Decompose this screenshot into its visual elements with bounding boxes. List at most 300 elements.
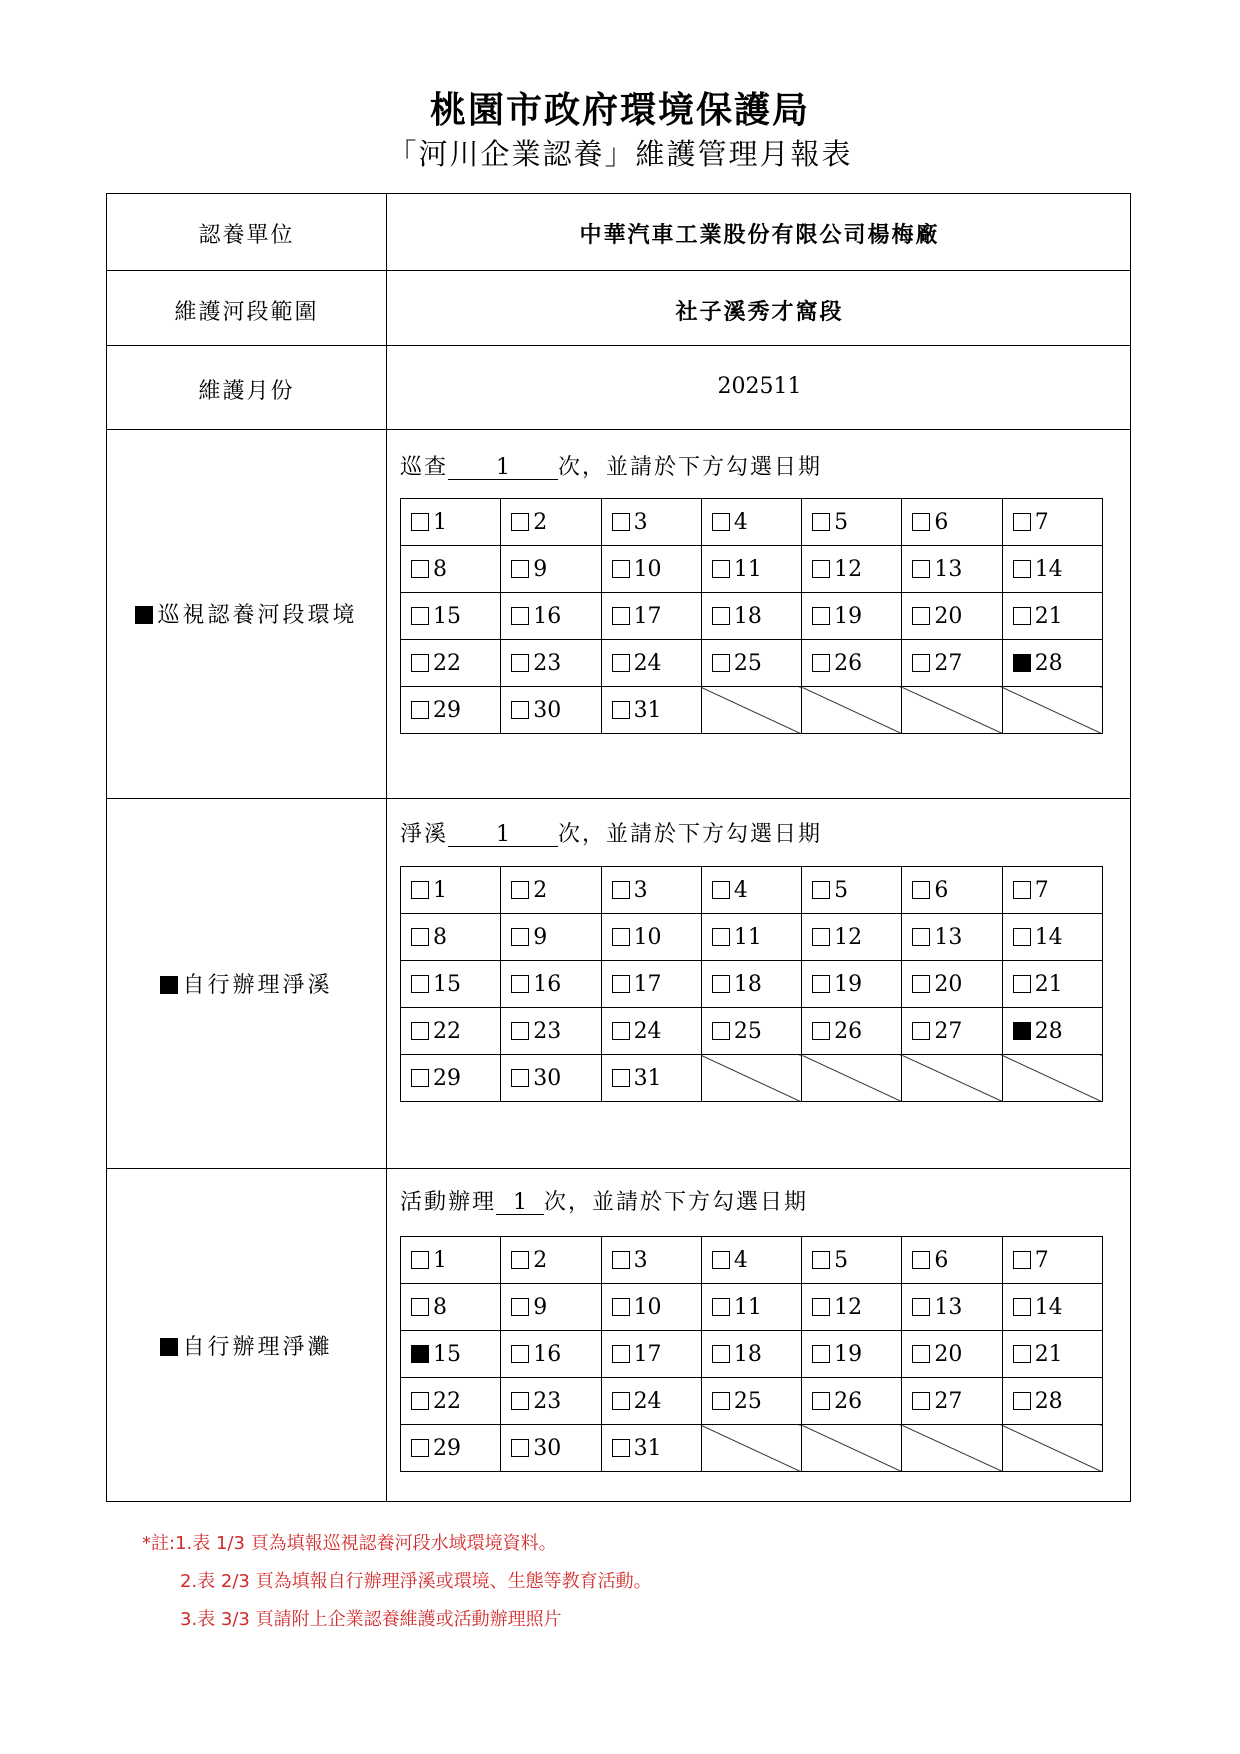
- calendar-week-row: [401, 546, 1103, 593]
- day-number: 24: [633, 1388, 662, 1414]
- day-checkbox-3[interactable]: [601, 1237, 701, 1284]
- checkbox-icon: [411, 975, 429, 993]
- day-number: 26: [834, 650, 863, 676]
- day-number: 26: [834, 1388, 863, 1414]
- day-number: 18: [733, 971, 762, 997]
- day-checkbox-31[interactable]: [601, 1425, 701, 1472]
- checkbox-icon: [612, 1298, 630, 1316]
- checkbox-icon: [411, 1022, 429, 1040]
- day-number: 5: [834, 1247, 849, 1273]
- checkbox-icon: [1013, 607, 1031, 625]
- checkbox-icon: [612, 654, 630, 672]
- day-number: 10: [633, 924, 662, 950]
- checkbox-icon: [712, 1392, 730, 1410]
- day-number: 8: [433, 1294, 447, 1320]
- calendar-week-row: [401, 1331, 1103, 1378]
- day-number: 1: [433, 1247, 447, 1273]
- range-value: 社子溪秀才窩段: [675, 299, 844, 325]
- day-checkbox-18[interactable]: [701, 1331, 801, 1378]
- checkbox-icon: [511, 513, 529, 531]
- day-checkbox-19[interactable]: [802, 593, 902, 640]
- checkbox-icon: [511, 1345, 529, 1363]
- day-number: 5: [834, 877, 849, 903]
- day-number: 17: [633, 1341, 662, 1367]
- day-checkbox-8[interactable]: [401, 914, 501, 961]
- day-checkbox-6[interactable]: [902, 1237, 1002, 1284]
- checkbox-icon: [612, 513, 630, 531]
- day-checkbox-14[interactable]: [1002, 914, 1102, 961]
- day-checkbox-8[interactable]: [401, 1284, 501, 1331]
- day-checkbox-21[interactable]: [1002, 961, 1102, 1008]
- calendar-week-row: [401, 593, 1103, 640]
- day-number: 10: [633, 1294, 662, 1320]
- checkbox-icon: [1013, 928, 1031, 946]
- checkbox-icon: [1013, 560, 1031, 578]
- empty-day-cell: [701, 687, 801, 734]
- day-checkbox-23[interactable]: [501, 640, 601, 687]
- day-checkbox-9[interactable]: [501, 546, 601, 593]
- day-number: 21: [1034, 1341, 1063, 1367]
- checkbox-icon: [612, 1251, 630, 1269]
- page-subtitle: 「河川企業認養」維護管理月報表: [387, 137, 853, 171]
- day-checkbox-11[interactable]: [701, 546, 801, 593]
- day-number: 20: [934, 971, 963, 997]
- checkbox-icon: [1013, 513, 1031, 531]
- day-checkbox-16[interactable]: [501, 593, 601, 640]
- day-checkbox-30[interactable]: [501, 1055, 601, 1102]
- checkbox-icon: [411, 701, 429, 719]
- day-number: 9: [533, 1294, 548, 1320]
- day-checkbox-21[interactable]: [1002, 1331, 1102, 1378]
- row-divider: [107, 270, 1130, 271]
- day-checkbox-3[interactable]: [601, 499, 701, 546]
- day-number: 27: [934, 1388, 963, 1414]
- day-number: 2: [533, 509, 548, 535]
- day-number: 3: [633, 877, 648, 903]
- day-checkbox-18[interactable]: [701, 961, 801, 1008]
- day-number: 4: [733, 509, 748, 535]
- day-checkbox-27[interactable]: [902, 640, 1002, 687]
- checkbox-icon: [612, 1069, 630, 1087]
- checkbox-icon: [612, 560, 630, 578]
- day-number: 13: [934, 1294, 963, 1320]
- checkbox-icon: [912, 560, 930, 578]
- checkbox-icon: [612, 881, 630, 899]
- day-checkbox-17[interactable]: [601, 593, 701, 640]
- day-number: 16: [533, 1341, 562, 1367]
- day-number: 8: [433, 556, 447, 582]
- checkbox-icon: [812, 928, 830, 946]
- day-number: 31: [633, 1065, 662, 1091]
- day-checkbox-9[interactable]: [501, 1284, 601, 1331]
- day-number: 3: [633, 1247, 648, 1273]
- day-number: 31: [633, 697, 662, 723]
- day-checkbox-17[interactable]: [601, 961, 701, 1008]
- checkbox-icon: [511, 654, 529, 672]
- range-label: 維護河段範圍: [174, 300, 319, 325]
- checkbox-icon: [912, 881, 930, 899]
- day-checkbox-24[interactable]: [601, 640, 701, 687]
- checkbox-icon: [411, 654, 429, 672]
- day-checkbox-26[interactable]: [802, 1378, 902, 1425]
- day-number: 5: [834, 509, 849, 535]
- checkbox-icon: [712, 560, 730, 578]
- instruction-suffix: 次，並請於下方勾選日期: [558, 455, 823, 480]
- day-number: 14: [1034, 556, 1063, 582]
- day-number: 15: [433, 603, 461, 629]
- day-number: 30: [533, 1435, 562, 1461]
- checkbox-icon: [712, 1298, 730, 1316]
- checkbox-icon: [612, 1022, 630, 1040]
- day-checkbox-13[interactable]: [902, 914, 1002, 961]
- unit-value: 中華汽車工業股份有限公司楊梅廠: [579, 222, 940, 248]
- day-checkbox-1[interactable]: [401, 1237, 501, 1284]
- day-checkbox-22[interactable]: [401, 1378, 501, 1425]
- calendar-week-row: [401, 914, 1103, 961]
- count-field[interactable]: 1: [448, 457, 558, 480]
- day-checkbox-4[interactable]: [701, 499, 801, 546]
- checkbox-icon: [812, 1298, 830, 1316]
- checkbox-icon: [912, 654, 930, 672]
- checkbox-icon: [812, 513, 830, 531]
- day-checkbox-8[interactable]: [401, 546, 501, 593]
- day-number: 22: [433, 650, 461, 676]
- day-number: 4: [733, 877, 748, 903]
- count-field[interactable]: 1: [496, 1192, 544, 1215]
- day-checkbox-13[interactable]: [902, 1284, 1002, 1331]
- section-checkbox[interactable]: [160, 976, 178, 994]
- day-number: 16: [533, 971, 562, 997]
- day-checkbox-11[interactable]: [701, 914, 801, 961]
- day-checkbox-17[interactable]: [601, 1331, 701, 1378]
- day-number: 24: [633, 1018, 662, 1044]
- day-checkbox-25[interactable]: [701, 1378, 801, 1425]
- day-checkbox-23[interactable]: [501, 1378, 601, 1425]
- day-checkbox-2[interactable]: [501, 867, 601, 914]
- calendar-week-row: [401, 867, 1103, 914]
- day-checkbox-20[interactable]: [902, 961, 1002, 1008]
- checkbox-icon: [912, 1392, 930, 1410]
- day-checkbox-7[interactable]: [1002, 499, 1102, 546]
- day-checkbox-5[interactable]: [802, 499, 902, 546]
- calendar-week-row: [401, 1425, 1103, 1472]
- day-checkbox-1[interactable]: [401, 867, 501, 914]
- day-number: 17: [633, 971, 662, 997]
- day-number: 28: [1034, 1018, 1063, 1044]
- day-checkbox-5[interactable]: [802, 867, 902, 914]
- day-number: 21: [1034, 971, 1063, 997]
- day-checkbox-10[interactable]: [601, 1284, 701, 1331]
- checkbox-icon: [1013, 654, 1031, 672]
- report-table: [106, 193, 1131, 1502]
- footnotes: [142, 1525, 652, 1639]
- section-label-patrol: [107, 598, 386, 629]
- checkbox-icon: [612, 975, 630, 993]
- checkbox-icon: [912, 607, 930, 625]
- day-number: 19: [834, 971, 863, 997]
- day-checkbox-13[interactable]: [902, 546, 1002, 593]
- checkbox-icon: [511, 701, 529, 719]
- day-number: 10: [633, 556, 662, 582]
- day-checkbox-31[interactable]: [601, 1055, 701, 1102]
- day-checkbox-15[interactable]: [401, 961, 501, 1008]
- day-checkbox-26[interactable]: [802, 640, 902, 687]
- checkbox-icon: [712, 928, 730, 946]
- day-number: 8: [433, 924, 447, 950]
- day-checkbox-10[interactable]: [601, 914, 701, 961]
- day-checkbox-16[interactable]: [501, 961, 601, 1008]
- day-checkbox-25[interactable]: [701, 1008, 801, 1055]
- checkbox-icon: [511, 1069, 529, 1087]
- day-number: 28: [1034, 650, 1063, 676]
- day-checkbox-30[interactable]: [501, 1425, 601, 1472]
- instruction-river-cleanup: [400, 817, 822, 848]
- day-checkbox-9[interactable]: [501, 914, 601, 961]
- day-checkbox-16[interactable]: [501, 1331, 601, 1378]
- checkbox-icon: [1013, 1345, 1031, 1363]
- day-number: 21: [1034, 603, 1063, 629]
- day-checkbox-22[interactable]: [401, 1008, 501, 1055]
- day-checkbox-19[interactable]: [802, 1331, 902, 1378]
- checkbox-icon: [612, 701, 630, 719]
- unit-label: 認養單位: [198, 223, 295, 248]
- calendar-activity: [400, 1236, 1103, 1472]
- checkbox-icon: [411, 1345, 429, 1363]
- day-number: 9: [533, 556, 548, 582]
- section-label-text: 自行辦理淨灘: [182, 1335, 333, 1360]
- checkbox-icon: [511, 1392, 529, 1410]
- day-number: 11: [733, 924, 762, 950]
- day-checkbox-5[interactable]: [802, 1237, 902, 1284]
- day-checkbox-3[interactable]: [601, 867, 701, 914]
- section-label-river-cleanup: [107, 968, 386, 999]
- page-title: 桃園市政府環境保護局: [429, 89, 810, 131]
- calendar-week-row: [401, 1284, 1103, 1331]
- checkbox-icon: [912, 1251, 930, 1269]
- day-checkbox-15[interactable]: [401, 1331, 501, 1378]
- day-checkbox-4[interactable]: [701, 867, 801, 914]
- checkbox-icon: [712, 1345, 730, 1363]
- checkbox-icon: [712, 1022, 730, 1040]
- empty-day-cell: [902, 1055, 1002, 1102]
- day-number: 7: [1034, 877, 1049, 903]
- day-number: 30: [533, 697, 562, 723]
- checkbox-icon: [511, 928, 529, 946]
- day-number: 17: [633, 603, 662, 629]
- day-number: 27: [934, 650, 963, 676]
- day-checkbox-20[interactable]: [902, 1331, 1002, 1378]
- day-number: 15: [433, 1341, 461, 1367]
- day-checkbox-22[interactable]: [401, 640, 501, 687]
- row-divider: [107, 1168, 1130, 1169]
- day-checkbox-28[interactable]: [1002, 640, 1102, 687]
- day-checkbox-12[interactable]: [802, 1284, 902, 1331]
- day-checkbox-12[interactable]: [802, 546, 902, 593]
- day-number: 11: [733, 1294, 762, 1320]
- day-number: 1: [433, 877, 447, 903]
- calendar-week-row: [401, 1008, 1103, 1055]
- checkbox-icon: [912, 513, 930, 531]
- day-number: 6: [934, 509, 949, 535]
- checkbox-icon: [511, 560, 529, 578]
- checkbox-icon: [812, 607, 830, 625]
- checkbox-icon: [511, 975, 529, 993]
- empty-day-cell: [701, 1055, 801, 1102]
- day-checkbox-29[interactable]: [401, 1425, 501, 1472]
- section-checkbox[interactable]: [135, 606, 153, 624]
- day-number: 12: [834, 556, 863, 582]
- day-number: 4: [733, 1247, 748, 1273]
- day-checkbox-20[interactable]: [902, 593, 1002, 640]
- row-divider: [107, 429, 1130, 430]
- day-checkbox-29[interactable]: [401, 687, 501, 734]
- section-label-text: 巡視認養河段環境: [157, 603, 358, 628]
- day-checkbox-7[interactable]: [1002, 867, 1102, 914]
- day-number: 29: [433, 697, 461, 723]
- checkbox-icon: [612, 607, 630, 625]
- day-checkbox-7[interactable]: [1002, 1237, 1102, 1284]
- checkbox-icon: [411, 607, 429, 625]
- day-number: 27: [934, 1018, 963, 1044]
- day-checkbox-6[interactable]: [902, 499, 1002, 546]
- checkbox-icon: [511, 1298, 529, 1316]
- checkbox-icon: [912, 928, 930, 946]
- section-checkbox[interactable]: [160, 1338, 178, 1356]
- day-checkbox-12[interactable]: [802, 914, 902, 961]
- checkbox-icon: [812, 560, 830, 578]
- day-number: 15: [433, 971, 461, 997]
- day-number: 20: [934, 1341, 963, 1367]
- day-checkbox-19[interactable]: [802, 961, 902, 1008]
- empty-day-cell: [902, 687, 1002, 734]
- checkbox-icon: [511, 1022, 529, 1040]
- empty-day-cell: [701, 1425, 801, 1472]
- day-number: 13: [934, 556, 963, 582]
- calendar-week-row: [401, 1378, 1103, 1425]
- checkbox-icon: [1013, 1251, 1031, 1269]
- checkbox-icon: [912, 1345, 930, 1363]
- month-value: 202511: [717, 374, 802, 399]
- checkbox-icon: [812, 1251, 830, 1269]
- day-checkbox-28[interactable]: [1002, 1378, 1102, 1425]
- instruction-suffix: 次，並請於下方勾選日期: [544, 1190, 809, 1215]
- calendar-week-row: [401, 499, 1103, 546]
- calendar-river-cleanup: [400, 866, 1103, 1102]
- day-checkbox-18[interactable]: [701, 593, 801, 640]
- instruction-suffix: 次，並請於下方勾選日期: [558, 822, 823, 847]
- day-number: 18: [733, 603, 762, 629]
- checkbox-icon: [712, 607, 730, 625]
- empty-day-cell: [902, 1425, 1002, 1472]
- checkbox-icon: [411, 1392, 429, 1410]
- day-checkbox-25[interactable]: [701, 640, 801, 687]
- day-checkbox-15[interactable]: [401, 593, 501, 640]
- checkbox-icon: [411, 881, 429, 899]
- day-number: 14: [1034, 1294, 1063, 1320]
- day-number: 19: [834, 1341, 863, 1367]
- day-checkbox-27[interactable]: [902, 1378, 1002, 1425]
- day-checkbox-26[interactable]: [802, 1008, 902, 1055]
- day-number: 7: [1034, 1247, 1049, 1273]
- checkbox-icon: [812, 1022, 830, 1040]
- checkbox-icon: [712, 881, 730, 899]
- day-checkbox-21[interactable]: [1002, 593, 1102, 640]
- checkbox-icon: [411, 1298, 429, 1316]
- day-number: 31: [633, 1435, 662, 1461]
- day-number: 3: [633, 509, 648, 535]
- day-checkbox-11[interactable]: [701, 1284, 801, 1331]
- day-checkbox-27[interactable]: [902, 1008, 1002, 1055]
- instruction-prefix: 淨溪: [400, 822, 449, 847]
- checkbox-icon: [812, 975, 830, 993]
- checkbox-icon: [912, 975, 930, 993]
- count-field[interactable]: 1: [448, 824, 558, 847]
- checkbox-icon: [812, 1392, 830, 1410]
- day-number: 9: [533, 924, 548, 950]
- calendar-week-row: [401, 687, 1103, 734]
- day-checkbox-29[interactable]: [401, 1055, 501, 1102]
- checkbox-icon: [712, 1251, 730, 1269]
- day-checkbox-23[interactable]: [501, 1008, 601, 1055]
- checkbox-icon: [612, 928, 630, 946]
- checkbox-icon: [1013, 975, 1031, 993]
- checkbox-icon: [612, 1439, 630, 1457]
- empty-day-cell: [1002, 1425, 1102, 1472]
- day-checkbox-4[interactable]: [701, 1237, 801, 1284]
- checkbox-icon: [1013, 1022, 1031, 1040]
- empty-day-cell: [1002, 687, 1102, 734]
- checkbox-icon: [712, 975, 730, 993]
- day-checkbox-10[interactable]: [601, 546, 701, 593]
- checkbox-icon: [411, 928, 429, 946]
- instruction-activity: [400, 1185, 808, 1216]
- day-checkbox-14[interactable]: [1002, 1284, 1102, 1331]
- checkbox-icon: [812, 881, 830, 899]
- day-checkbox-14[interactable]: [1002, 546, 1102, 593]
- checkbox-icon: [612, 1345, 630, 1363]
- day-number: 25: [733, 1388, 762, 1414]
- day-number: 12: [834, 924, 863, 950]
- checkbox-icon: [511, 607, 529, 625]
- footnote-3: 3.表 3/3 頁請附上企業認養維護或活動辦理照片: [180, 1609, 562, 1630]
- day-checkbox-31[interactable]: [601, 687, 701, 734]
- day-number: 1: [433, 509, 447, 535]
- day-number: 7: [1034, 509, 1049, 535]
- day-checkbox-2[interactable]: [501, 499, 601, 546]
- month-label: 維護月份: [198, 379, 295, 404]
- calendar-week-row: [401, 640, 1103, 687]
- checkbox-icon: [912, 1022, 930, 1040]
- row-divider: [107, 345, 1130, 346]
- day-number: 6: [934, 877, 949, 903]
- day-checkbox-24[interactable]: [601, 1378, 701, 1425]
- checkbox-icon: [1013, 1298, 1031, 1316]
- empty-day-cell: [1002, 1055, 1102, 1102]
- day-checkbox-1[interactable]: [401, 499, 501, 546]
- day-checkbox-24[interactable]: [601, 1008, 701, 1055]
- checkbox-icon: [511, 1439, 529, 1457]
- section-label-beach-cleanup: [107, 1330, 386, 1361]
- day-checkbox-2[interactable]: [501, 1237, 601, 1284]
- checkbox-icon: [411, 513, 429, 531]
- day-checkbox-30[interactable]: [501, 687, 601, 734]
- footnote-1: *註:1.表 1/3 頁為填報巡視認養河段水域環境資料。: [142, 1533, 557, 1554]
- checkbox-icon: [712, 513, 730, 531]
- day-checkbox-6[interactable]: [902, 867, 1002, 914]
- instruction-prefix: 巡查: [400, 455, 449, 480]
- day-checkbox-28[interactable]: [1002, 1008, 1102, 1055]
- checkbox-icon: [1013, 881, 1031, 899]
